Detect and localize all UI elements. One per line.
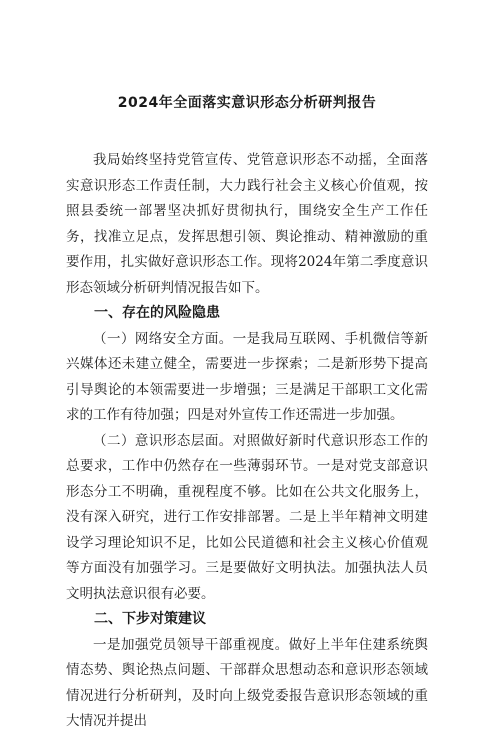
paragraph-ideology-level: （二）意识形态层面。对照做好新时代意识形态工作的总要求，工作中仍然存在一些薄弱环节。一是对党支部意识形态分工不明确，重视程度不够。比如在公共文化服务上，没有深入研究，进行工作安排部署。二是上半年精神文明建设学习理论知识不足，比如公民道德和社会主义核心价值观等方面没有加强学习。三是要做好文明执法。加强执法人员文明执法意识很有必要。 <box>66 432 428 602</box>
paragraph-network-security: （一）网络安全方面。一是我局互联网、手机微信等新兴媒体还未建立健全，需要进一步探索；二是新形势下提高引导舆论的本领需要进一步增强；三是满足干部职工文化需求的工作有待加强；四是对外宣传工作还需进一步加强。 <box>66 330 428 423</box>
intro-paragraph: 我局始终坚持党管宣传、党管意识形态不动摇，全面落实意识形态工作责任制，大力践行社会主义核心价值观，按照县委统一部署坚决抓好贯彻执行，围绕安全生产工作任务，找准立足点，发挥思想引领、舆论推动、精神激励的重要作用，扎实做好意识形态工作。现将2024年第二季度意识形态领域分析研判情况报告如下。 <box>66 152 428 296</box>
paragraph-suggestion-one: 一是加强党员领导干部重视度。做好上半年住建系统舆情态势、舆论热点问题、干部群众思想动态和意识形态领域情况进行分析研判，及时向上级党委报告意识形态领域的重大情况并提出 <box>66 636 428 729</box>
document-title: 2024年全面落实意识形态分析研判报告 <box>117 95 377 111</box>
section-heading-risks: 一、存在的风险隐患 <box>94 305 220 321</box>
section-heading-suggestions: 二、下步对策建议 <box>94 611 206 627</box>
